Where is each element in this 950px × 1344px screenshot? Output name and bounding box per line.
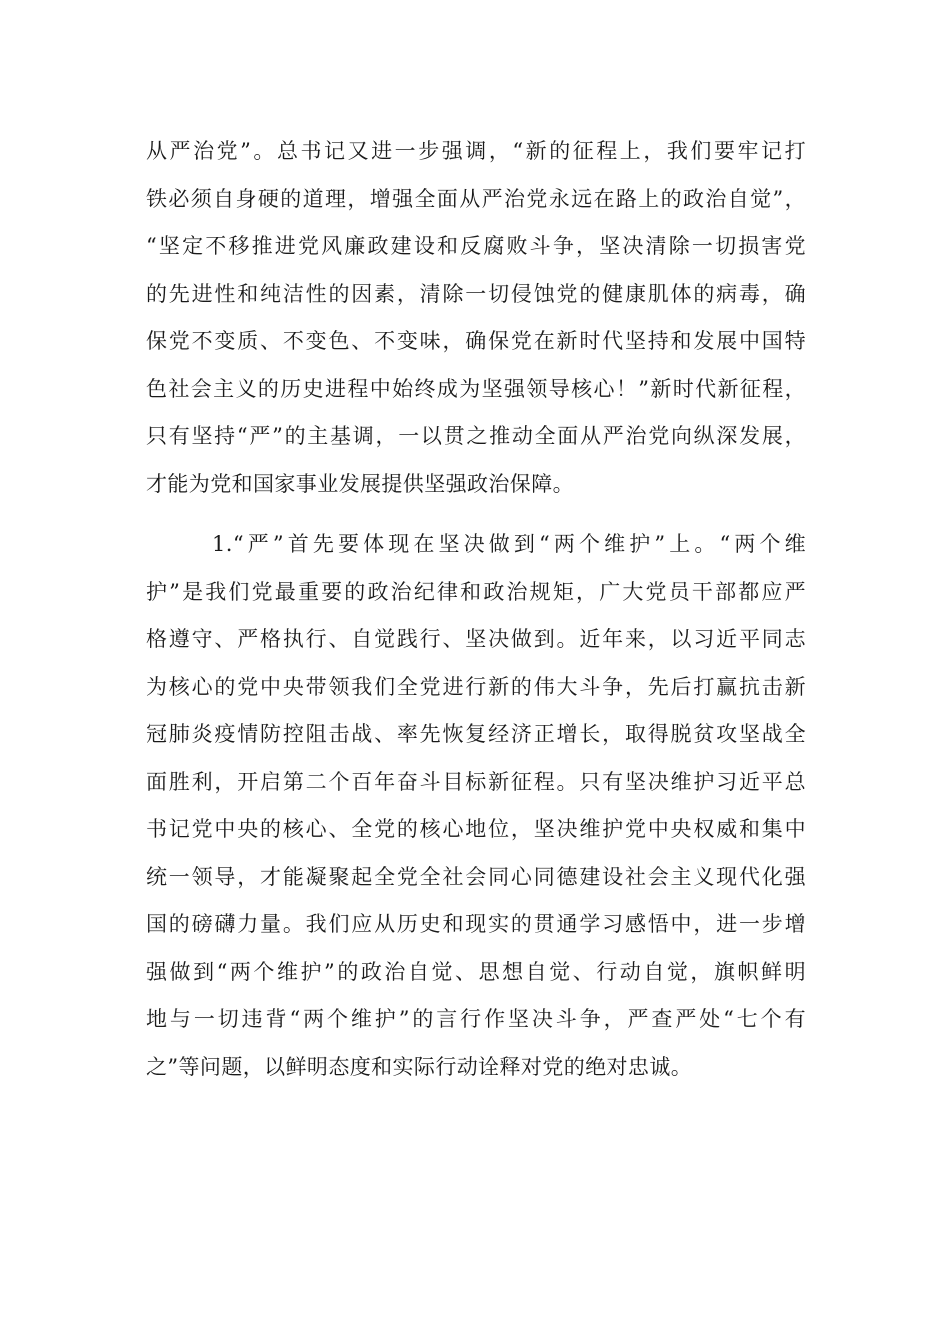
text-line: 铁必须自身硬的道理，增强全面从严治党永远在路上的政治自觉”， (146, 186, 806, 211)
text-line: “坚定不移推进党风廉政建设和反腐败斗争，坚决清除一切损害党 (146, 234, 806, 258)
text-line: 强做到“两个维护”的政治自觉、思想自觉、行动自觉，旗帜鲜明 (146, 959, 806, 984)
text-line: 地与一切违背“两个维护”的言行作坚决斗争，严查严处“七个有 (146, 1007, 806, 1031)
text-line: 只有坚持“严”的主基调，一以贯之推动全面从严治党向纵深发展， (146, 424, 806, 448)
text-line: 护”是我们党最重要的政治纪律和政治规矩，广大党员干部都应严 (146, 579, 806, 604)
paragraph-1 (146, 128, 806, 508)
text-line: 国的磅礴力量。我们应从历史和现实的贯通学习感悟中，进一步增 (146, 912, 806, 936)
text-line: 1.“严”首先要体现在坚决做到“两个维护”上。“两个维 (212, 532, 806, 556)
text-line: 统一领导，才能凝聚起全党全社会同心同德建设社会主义现代化强 (146, 864, 806, 889)
paragraph-2 (146, 521, 806, 1091)
text-line: 为核心的党中央带领我们全党进行新的伟大斗争，先后打赢抗击新 (146, 674, 806, 699)
text-line: 格遵守、严格执行、自觉践行、坚决做到。近年来，以习近平同志 (146, 627, 806, 651)
text-line: 保党不变质、不变色、不变味，确保党在新时代坚持和发展中国特 (146, 329, 806, 353)
text-line: 的先进性和纯洁性的因素，清除一切侵蚀党的健康肌体的病毒，确 (146, 281, 806, 306)
text-line: 色社会主义的历史进程中始终成为坚强领导核心！”新时代新征程， (146, 376, 806, 401)
text-line: 之”等问题，以鲜明态度和实际行动诠释对党的绝对忠诚。 (146, 1054, 693, 1079)
document-body (146, 128, 806, 1091)
text-line: 冠肺炎疫情防控阻击战、率先恢复经济正增长，取得脱贫攻坚战全 (146, 722, 806, 746)
text-line: 面胜利，开启第二个百年奋斗目标新征程。只有坚决维护习近平总 (146, 769, 806, 794)
paragraph-spacer (146, 508, 806, 521)
text-line: 从严治党”。总书记又进一步强调，“新的征程上，我们要牢记打 (146, 139, 806, 163)
text-line: 书记党中央的核心、全党的核心地位，坚决维护党中央权威和集中 (146, 817, 806, 841)
text-line: 才能为党和国家事业发展提供坚强政治保障。 (146, 471, 574, 496)
